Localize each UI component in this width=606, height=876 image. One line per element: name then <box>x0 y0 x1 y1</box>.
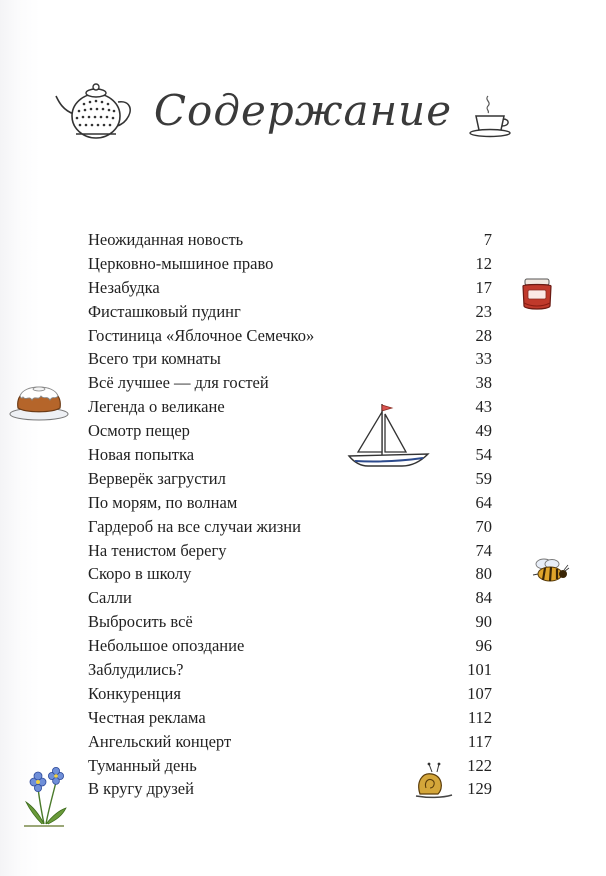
toc-entry-page: 54 <box>475 445 492 465</box>
toc-entry-page: 28 <box>475 325 492 345</box>
toc-entry-title: Туманный день <box>88 755 197 775</box>
toc-entry <box>88 347 492 371</box>
toc-entry <box>88 562 492 586</box>
toc-entry <box>88 754 492 778</box>
toc-entry-title: Осмотр пещер <box>88 421 190 441</box>
toc-entry <box>88 491 492 515</box>
toc-entry-title: Выбросить всё <box>88 612 193 632</box>
toc-entry <box>88 252 492 276</box>
toc-entry <box>88 730 492 754</box>
toc-entry <box>88 443 492 467</box>
toc-entry-title: Честная реклама <box>88 707 206 727</box>
toc-entry-title: Гардероб на все случаи жизни <box>88 516 301 536</box>
toc-entry <box>88 610 492 634</box>
toc-entry-page: 64 <box>475 492 492 512</box>
cake-icon <box>8 378 70 422</box>
toc-entry-page: 12 <box>475 253 492 273</box>
toc-entry-page: 112 <box>467 707 492 727</box>
toc-entry-page: 49 <box>475 421 492 441</box>
toc-entry <box>88 300 492 324</box>
toc-entry <box>88 539 492 563</box>
toc-entry-page: 38 <box>475 373 492 393</box>
toc-entry-title: Незабудка <box>88 277 160 297</box>
toc-entry <box>88 658 492 682</box>
toc-entry-title: Легенда о великане <box>88 397 225 417</box>
toc-entry <box>88 467 492 491</box>
toc-entry-title: Небольшое опоздание <box>88 636 245 656</box>
toc-entry-page: 33 <box>475 349 492 369</box>
toc-entry-title: Неожиданная новость <box>88 230 244 249</box>
toc-entry-page: 122 <box>467 755 492 775</box>
toc-entry <box>88 777 492 801</box>
toc-entry-page: 74 <box>475 540 492 560</box>
toc-entry-page: 17 <box>475 277 492 297</box>
toc-entry-page: 101 <box>467 660 492 680</box>
toc-entry-title: На тенистом берегу <box>88 540 227 560</box>
toc-entry-page: 7 <box>483 230 492 249</box>
toc-entry-page: 84 <box>475 588 492 608</box>
toc-entry-title: В кругу друзей <box>88 779 194 799</box>
flower-icon <box>14 766 76 830</box>
toc-entry-title: Всего три комнаты <box>88 349 221 369</box>
toc-entry <box>88 706 492 730</box>
toc-entry-title: По морям, по волнам <box>88 492 238 512</box>
toc-entry-page: 129 <box>467 779 492 799</box>
toc-entry <box>88 682 492 706</box>
toc-entry-page: 23 <box>475 301 492 321</box>
toc-entry-title: Заблудились? <box>88 660 184 680</box>
toc-entry <box>88 634 492 658</box>
toc-entry-title: Фисташковый пудинг <box>88 301 241 321</box>
toc-entry-title: Гостиница «Яблочное Семечко» <box>88 325 315 345</box>
toc-entry <box>88 324 492 348</box>
bee-icon <box>528 556 570 586</box>
toc-entry-page: 107 <box>467 683 492 703</box>
toc-entry-page: 80 <box>475 564 492 584</box>
toc-entry <box>88 276 492 300</box>
teacup-icon <box>466 94 516 140</box>
jam-jar-icon <box>518 276 556 312</box>
toc-entry-title: Новая попытка <box>88 445 195 465</box>
toc-entry-title: Церковно-мышиное право <box>88 253 274 273</box>
toc-entry-title: Всё лучшее — для гостей <box>88 373 269 393</box>
toc-entry-page: 59 <box>475 468 492 488</box>
toc-entry <box>88 395 492 419</box>
toc-entry-title: Верверёк загрустил <box>88 468 226 488</box>
toc-entry-title: Ангельский концерт <box>88 731 232 751</box>
toc-entry-title: Салли <box>88 588 132 608</box>
toc-entry <box>88 228 492 252</box>
toc-entry <box>88 515 492 539</box>
page-title: Содержание <box>153 86 453 135</box>
toc-entry-page: 96 <box>475 636 492 656</box>
toc-entry-page: 43 <box>475 397 492 417</box>
toc-entry <box>88 419 492 443</box>
toc-entry-page: 90 <box>475 612 492 632</box>
toc-entry <box>88 586 492 610</box>
toc-entry-title: Скоро в школу <box>88 564 192 584</box>
table-of-contents <box>88 228 492 801</box>
toc-entry-title: Конкуренция <box>88 683 181 703</box>
toc-entry-page: 117 <box>467 731 492 751</box>
toc-entry-page: 70 <box>475 516 492 536</box>
toc-entry <box>88 371 492 395</box>
